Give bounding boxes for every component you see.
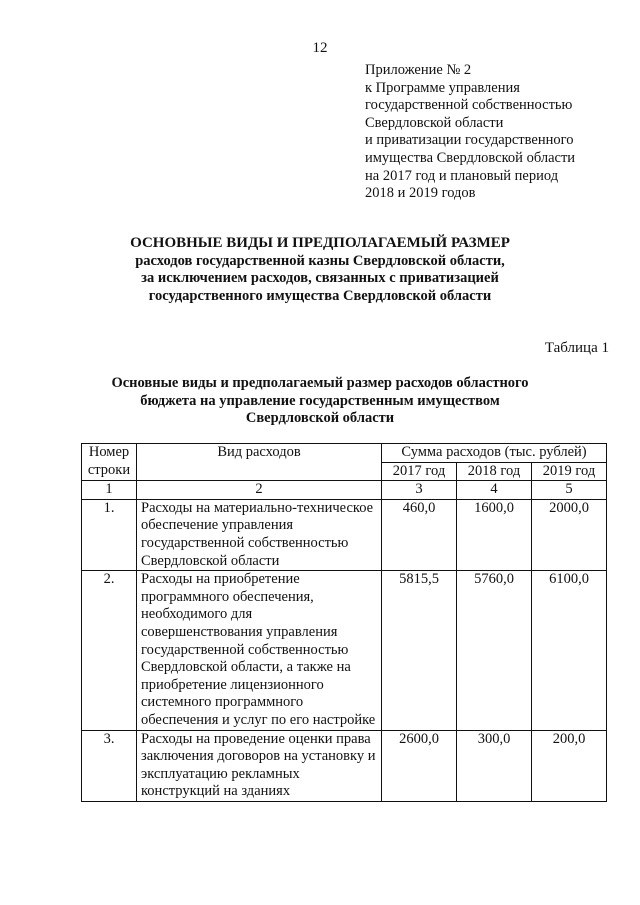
appendix-line: и приватизации государственного: [365, 132, 574, 149]
column-number: 3: [382, 481, 457, 500]
column-number: 1: [82, 481, 137, 500]
appendix-line: Приложение № 2: [365, 62, 472, 78]
table-title: [0, 375, 640, 428]
row-description: Расходы на материально-техническое обеспечение управления государственной собственностью Свердловской области: [137, 499, 382, 570]
table-row: [82, 730, 607, 801]
document-title-line: ОСНОВНЫЕ ВИДЫ И ПРЕДПОЛАГАЕМЫЙ РАЗМЕР: [130, 235, 510, 251]
year-header: 2017 год: [382, 462, 457, 481]
document-title: [0, 235, 640, 305]
value-2019: 200,0: [532, 730, 607, 801]
table-row: [82, 499, 607, 570]
table-title-line: Основные виды и предполагаемый размер расходов областного: [111, 375, 529, 391]
sum-group-header: Сумма расходов (тыс. рублей): [382, 444, 607, 463]
column-number: 2: [137, 481, 382, 500]
value-2018: 300,0: [457, 730, 532, 801]
appendix-line: имущества Свердловской области: [365, 149, 576, 166]
column-number: 4: [457, 481, 532, 500]
header-text: строки: [87, 461, 131, 478]
column-number-row: [82, 481, 607, 500]
table-row: [82, 571, 607, 730]
expenses-table: [81, 443, 607, 802]
value-2018: 5760,0: [457, 571, 532, 730]
appendix-line: государственной собственностью: [365, 97, 573, 114]
value-2018: 1600,0: [457, 499, 532, 570]
year-header: 2019 год: [532, 462, 607, 481]
value-2017: 2600,0: [382, 730, 457, 801]
row-number: 3.: [82, 730, 137, 801]
document-title-line: расходов государственной казны Свердловской области,: [135, 252, 505, 269]
page-number: 12: [312, 40, 328, 56]
value-2017: 5815,5: [382, 571, 457, 730]
row-number-header: [82, 444, 137, 481]
row-number: 1.: [82, 499, 137, 570]
expense-type-header: Вид расходов: [137, 444, 382, 481]
row-number: 2.: [82, 571, 137, 730]
row-description: Расходы на приобретение программного обеспечения, необходимого для совершенствования управления государственной собственностью Свердловской области, а также на приобретение лицензионного системного программного обеспечения и услуг по его настройке: [137, 571, 382, 730]
document-title-line: за исключением расходов, связанных с приватизацией: [141, 270, 499, 287]
appendix-line: на 2017 год и плановый период: [365, 167, 559, 184]
value-2017: 460,0: [382, 499, 457, 570]
table-header-row: [82, 444, 607, 463]
appendix-reference: [365, 62, 575, 203]
document-title-line: государственного имущества Свердловской области: [148, 287, 492, 304]
column-number: 5: [532, 481, 607, 500]
table-title-line: бюджета на управление государственным имуществом: [140, 392, 500, 409]
header-text: Номер: [88, 444, 130, 460]
row-description: Расходы на проведение оценки права заключения договоров на установку и эксплуатацию рекламных конструкций на зданиях: [137, 730, 382, 801]
appendix-line: Свердловской области: [365, 114, 504, 131]
value-2019: 2000,0: [532, 499, 607, 570]
table-title-line: Свердловской области: [245, 410, 395, 427]
appendix-line: к Программе управления: [365, 79, 520, 96]
value-2019: 6100,0: [532, 571, 607, 730]
appendix-line: 2018 и 2019 годов: [365, 185, 476, 202]
year-header: 2018 год: [457, 462, 532, 481]
table-label: Таблица 1: [544, 340, 609, 356]
